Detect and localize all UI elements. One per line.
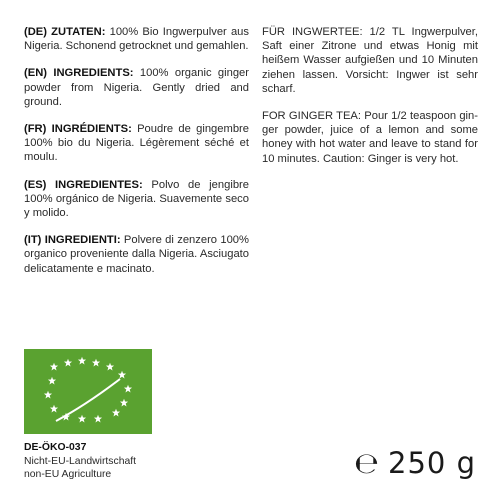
- certification-block: [24, 441, 136, 482]
- ingredients-en-label: (EN) INGREDIENTS:: [24, 67, 134, 80]
- eu-organic-leaf-logo-icon: [24, 349, 152, 434]
- ingredients-it-text: Polvere di zenzero 100% organico proveniente dalla Nigeria. Asciugato delicatamente e macinato.: [24, 234, 249, 275]
- ingredients-it-label: (IT) INGREDIENTI:: [24, 234, 121, 247]
- logo-background: [24, 349, 152, 434]
- net-weight-value: 250 g: [388, 446, 476, 480]
- ingredients-es-label: (ES) INGREDIENTES:: [24, 178, 143, 191]
- ingredients-it: [24, 233, 249, 276]
- tea-instructions-de: FÜR INGWERTEE: 1/2 TL Ingwerpulver, Saft einer Zitrone und etwas Honig mit heißem Wasser aufgießen und 10 Minuten ziehen lassen. Vorsicht: Ingwer ist sehr scharf.: [262, 26, 478, 95]
- tea-instructions-column: [262, 25, 478, 179]
- ingredients-de-text: 100% Bio Ingwerpulver aus Nigeria. Schonend getrocknet und gemahlen.: [24, 26, 249, 53]
- tea-instructions-en: FOR GINGER TEA: Pour 1/2 teaspoon ginger powder, juice of a lemon and some honey with hot water and leave to stand for 10 minutes. Caution: Ginger is very hot.: [262, 110, 478, 165]
- certification-code: DE-ÖKO-037: [24, 442, 87, 453]
- ingredients-es: [24, 178, 249, 221]
- ingredients-fr: [24, 122, 249, 165]
- ingredients-de: [24, 25, 249, 53]
- ingredients-fr-label: (FR) INGRÉDIENTS:: [24, 123, 132, 136]
- ingredients-de-label: (DE) ZUTATEN:: [24, 26, 106, 38]
- ingredients-fr-text: Poudre de gingembre 100% bio du Nigeria. Légèrement séché et moulu.: [24, 123, 249, 164]
- ingredients-en-text: 100% organic ginger powder from Nigeria. Gently dried and ground.: [24, 67, 249, 108]
- certification-origin-en: non-EU Agriculture: [24, 469, 112, 481]
- ingredients-column: [24, 25, 249, 289]
- estimated-sign-icon: ℮: [354, 446, 381, 480]
- ingredients-es-text: Polvo de jengibre 100% orgánico de Nigeria. Suavemente seco y molido.: [24, 178, 249, 220]
- ingredients-en: [24, 66, 249, 109]
- certification-origin-de: Nicht-EU-Landwirtschaft: [24, 455, 137, 467]
- net-weight: [354, 446, 476, 480]
